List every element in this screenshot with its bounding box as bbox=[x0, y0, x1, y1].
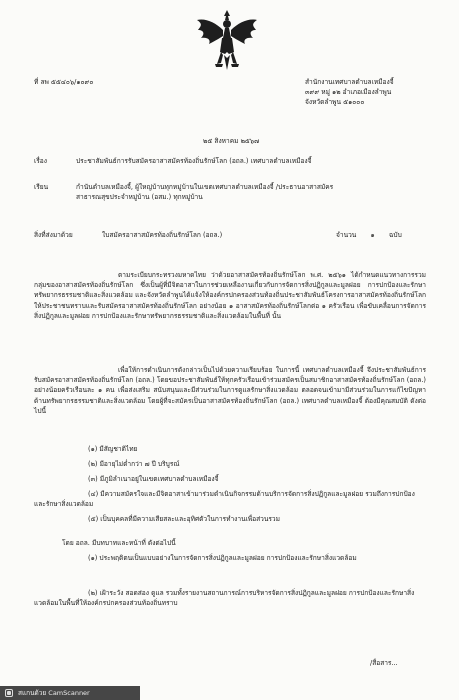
document-number: ที่ ลพ ๕๕๔๐๖/๑๐๙๐ bbox=[34, 78, 94, 86]
office-name: สำนักงานเทศบาลตำบลเหมืองจี้ bbox=[305, 78, 394, 86]
qualification-2: (๒) มีอายุไม่ต่ำกว่า ๗ ปี บริบูรณ์ bbox=[88, 460, 180, 468]
qualification-4: (๔) มีความสมัครใจและมีจิตอาสาเข้ามาร่วมดำเนินกิจกรรมด้านบริการจัดการสิ่งปฏิกูลและมูลฝอย รวมถึงการปกป้องและรักษาสิ่งแวดล้อม bbox=[34, 490, 415, 509]
enclosure-label: สิ่งที่ส่งมาด้วย bbox=[34, 231, 73, 239]
enclosure-text: ใบสมัครอาสาสมัครท้องถิ่นรักษ์โลก (อถล.) bbox=[102, 231, 223, 239]
garuda-emblem-icon bbox=[195, 8, 259, 74]
duty-1: (๑) ประพฤติตนเป็นแบบอย่างในการจัดการสิ่งปฏิกูลและมูลฝอย การปกป้องและรักษาสิ่งแวดล้อม bbox=[88, 554, 357, 562]
subject-text: ประชาสัมพันธ์การรับสมัครอาสาสมัครท้องถิ่นรักษ์โลก (อถล.) เทศบาลตำบลเหมืองจี้ bbox=[76, 157, 312, 165]
count-label: จำนวน bbox=[336, 231, 357, 239]
qualification-3: (๓) มีภูมิลำเนาอยู่ในเขตเทศบาลตำบลเหมืองจี้ bbox=[88, 475, 219, 483]
subject-row bbox=[34, 156, 434, 167]
scanner-watermark: สแกนด้วย CamScanner bbox=[0, 686, 140, 700]
body-paragraph-1: ตามระเบียบกระทรวงมหาดไทย ว่าด้วยอาสาสมัครท้องถิ่นรักษ์โลก พ.ศ. ๒๕๖๑ ได้กำหนดแนวทางการรวมกลุ่มของอาสาสมัครท้องถิ่นรักษ์โลก ซึ่งเป็นผู้ที่มีจิตอาสาในการช่วยเหลืองานเกี่ยวกับการจัดการสิ่งปฏิกูลและมูลฝอย การปกป้องและรักษาทรัพยากรธรรมชาติและสิ่งแวดล้อม และจังหวัดลำพูนได้แจ้งให้องค์กรปกครองส่วนท้องถิ่นประชาสัมพันธ์โครงการอาสาสมัครท้องถิ่นรักษ์โลกให้ประชาชนทราบและรับสมัครอาสาสมัครท้องถิ่นรักษ์โลก อย่างน้อย ๑ อาสาสมัครท้องถิ่นรักษ์โลกต่อ ๑ ครัวเรือน เพื่อขับเคลื่อนการจัดการสิ่งปฏิกูลและมูลฝอย การปกป้องและรักษาทรัพยากรธรรมชาติและสิ่งแวดล้อมในพื้นที่ นั้น bbox=[34, 271, 426, 320]
continued-marker: /สื่อสาร... bbox=[370, 659, 398, 667]
enclosure-row bbox=[34, 230, 334, 241]
duties-intro: โดย อถล. มีบทบาทและหน้าที่ ดังต่อไปนี้ bbox=[62, 539, 176, 547]
recipient-row bbox=[34, 182, 434, 204]
qualification-5: (๕) เป็นบุคคลที่มีความเสียสละและอุทิศตัวในการทำงานเพื่อส่วนรวม bbox=[88, 515, 280, 523]
camscanner-icon bbox=[5, 689, 13, 697]
enclosure-count bbox=[336, 230, 402, 240]
count-unit: ฉบับ bbox=[388, 231, 402, 239]
body-paragraph-2: เพื่อให้การดำเนินการดังกล่าวเป็นไปด้วยความเรียบร้อย ในการนี้ เทศบาลตำบลเหมืองจี้ จึงประชาสัมพันธ์การรับสมัครอาสาสมัครท้องถิ่นรักษ์โลก (อถล.) โดยขอประชาสัมพันธ์ให้ทุกครัวเรือนเข้าร่วมสมัครเป็นสมาชิกอาสาสมัครท้องถิ่นรักษ์โลก (อถล.) อย่างน้อยครัวเรือนละ ๑ คน เพื่อส่งเสริม สนับสนุนและมีส่วนร่วมในการดูแลรักษาสิ่งแวดล้อม ตลอดจนเข้ามามีส่วนร่วมในการแก้ไขปัญหาด้านทรัพยากรธรรมชาติและสิ่งแวดล้อม โดยผู้ที่จะสมัครเป็นอาสาสมัครท้องถิ่นรักษ์โลก (อถล.) เทศบาลตำบลเหมืองจี้ ต้องมีคุณสมบัติ ดังต่อไปนี้ bbox=[34, 366, 426, 415]
sender-address bbox=[305, 77, 455, 108]
recipient-line-1: กำนันตำบลเหมืองจี้, ผู้ใหญ่บ้านทุกหมู่บ้านในเขตเทศบาลตำบลเหมืองจี้ /ประธานอาสาสมัคร bbox=[76, 183, 334, 191]
document-date: ๒๕ สิงหาคม ๒๕๖๗ bbox=[203, 137, 260, 145]
address-line-1: ๓๙๙ หมู่ ๑๒ อำเภอเมืองลำพูน bbox=[305, 88, 392, 97]
duty-2: (๒) เฝ้าระวัง สอดส่อง ดูแล รวมทั้งรายงานสถานการณ์การบริหารจัดการสิ่งปฏิกูลและมูลฝอย การปกป้องและรักษาสิ่งแวดล้อมในพื้นที่ให้องค์กรปกครองส่วนท้องถิ่นทราบ bbox=[34, 589, 415, 608]
recipient-line-2: สาธารณสุขประจำหมู่บ้าน (อสม.) ทุกหมู่บ้าน bbox=[76, 193, 203, 202]
recipient-label: เรียน bbox=[34, 183, 49, 191]
address-line-2: จังหวัดลำพูน ๕๑๐๐๐ bbox=[305, 98, 365, 107]
count-qty: ๑ bbox=[370, 231, 375, 239]
subject-label: เรื่อง bbox=[34, 157, 47, 165]
qualification-1: (๑) มีสัญชาติไทย bbox=[88, 445, 138, 453]
